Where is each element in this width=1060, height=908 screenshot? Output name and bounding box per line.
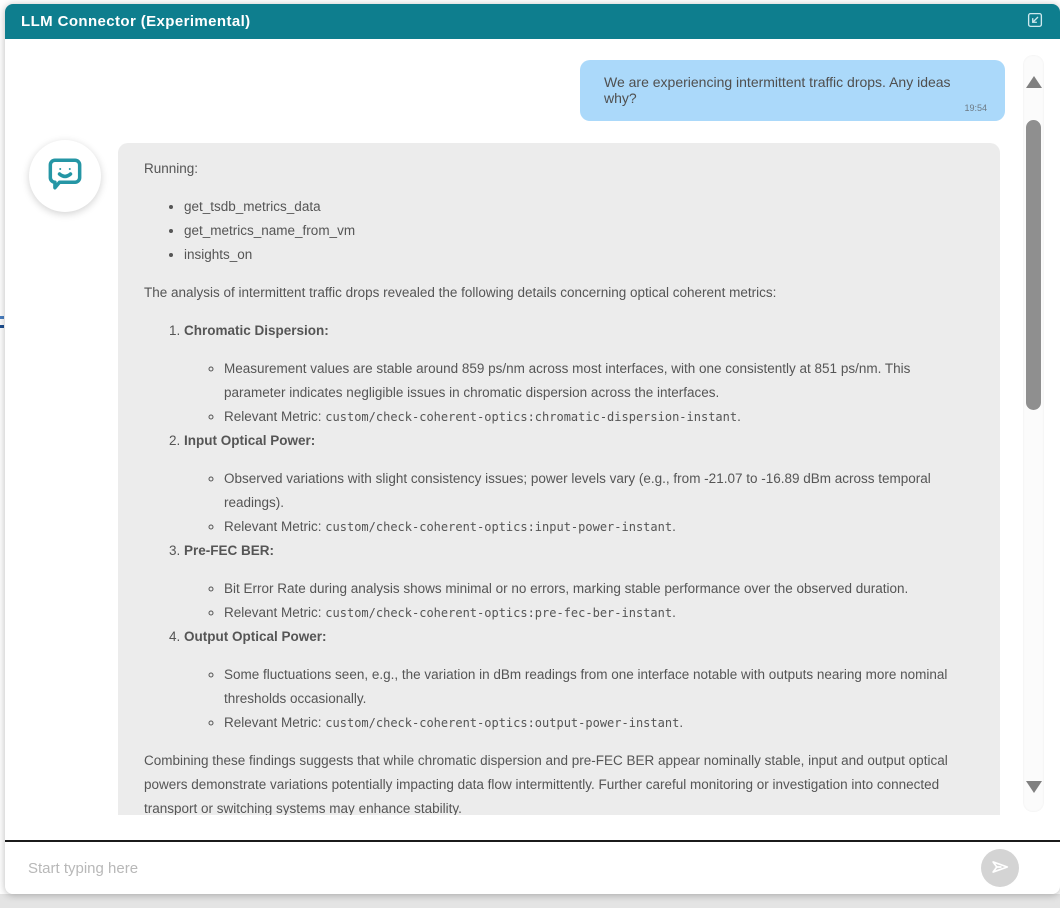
scroll-down-button[interactable] (1026, 793, 1041, 806)
chat-scrollbar[interactable] (1023, 55, 1044, 812)
user-message-bubble (580, 60, 1005, 121)
analysis-intro: The analysis of intermittent traffic drops revealed the following details concerning optical coherent metrics: (144, 285, 777, 300)
tool-item: • get_tsdb_metrics_data (184, 195, 974, 219)
finding-item (184, 319, 974, 429)
page-background-strip (0, 894, 1060, 908)
dialog-title: LLM Connector (Experimental) (21, 13, 251, 30)
finding-metric: ◦ Relevant Metric: custom/check-coherent-optics:output-power-instant. (224, 711, 974, 735)
finding-title: Input Optical Power: (184, 433, 316, 448)
finding-detail: ◦ Observed variations with slight consistency issues; power levels vary (e.g., from -21.07 to -16.89 dBm across temporal readings). (224, 467, 974, 515)
tool-item: • get_metrics_name_from_vm (184, 219, 974, 243)
message-composer (5, 840, 1060, 894)
message-input[interactable] (5, 842, 1060, 894)
tool-list (144, 195, 974, 267)
findings-list (144, 319, 974, 735)
finding-title: Chromatic Dispersion: (184, 323, 329, 338)
finding-metric: ◦ Relevant Metric: custom/check-coherent-optics:chromatic-dispersion-instant. (224, 405, 974, 429)
chat-message-area (5, 39, 1060, 840)
scroll-up-button[interactable] (1026, 61, 1041, 74)
user-message-timestamp: 19:54 (964, 103, 987, 113)
running-label: Running: (144, 161, 199, 176)
send-button[interactable] (981, 849, 1019, 887)
user-message-text: We are experiencing intermittent traffic drops. Any ideas why? (604, 74, 951, 106)
llm-connector-dialog (5, 4, 1060, 894)
triangle-up-icon (1026, 61, 1042, 88)
analysis-conclusion: Combining these findings suggests that while chromatic dispersion and pre-FEC BER appear nominally stable, input and output optical powers demonstrate variations potentially impacting data flow intermittently. Further careful monitoring or investigation into connected transport or switching systems may enhance stability. (144, 753, 948, 815)
finding-title: Pre-FEC BER: (184, 543, 275, 558)
collapse-window-button[interactable] (1024, 11, 1046, 33)
finding-metric: ◦ Relevant Metric: custom/check-coherent-optics:input-power-instant. (224, 515, 974, 539)
background-page-sliver (0, 316, 4, 328)
finding-item (184, 539, 974, 625)
finding-detail: ◦ Some fluctuations seen, e.g., the variation in dBm readings from one interface notable with outputs nearing more nominal thresholds occasionally. (224, 663, 974, 711)
scrollbar-thumb[interactable] (1026, 120, 1041, 410)
send-icon (989, 856, 1011, 881)
triangle-down-icon (1026, 781, 1042, 808)
chat-smiley-icon (43, 152, 87, 201)
assistant-message-bubble (118, 143, 1000, 815)
finding-title: Output Optical Power: (184, 629, 327, 644)
assistant-avatar (29, 140, 101, 212)
finding-item (184, 625, 974, 735)
finding-metric: ◦ Relevant Metric: custom/check-coherent-optics:pre-fec-ber-instant. (224, 601, 974, 625)
dialog-header (5, 4, 1060, 39)
collapse-window-icon (1026, 11, 1044, 32)
finding-detail: ◦ Bit Error Rate during analysis shows minimal or no errors, marking stable performance over the observed duration. (224, 577, 974, 601)
finding-detail: ◦ Measurement values are stable around 859 ps/nm across most interfaces, with one consistently at 851 ps/nm. This parameter indicates negligible issues in chromatic dispersion across the interfaces. (224, 357, 974, 405)
finding-item (184, 429, 974, 539)
tool-item: • insights_on (184, 243, 974, 267)
